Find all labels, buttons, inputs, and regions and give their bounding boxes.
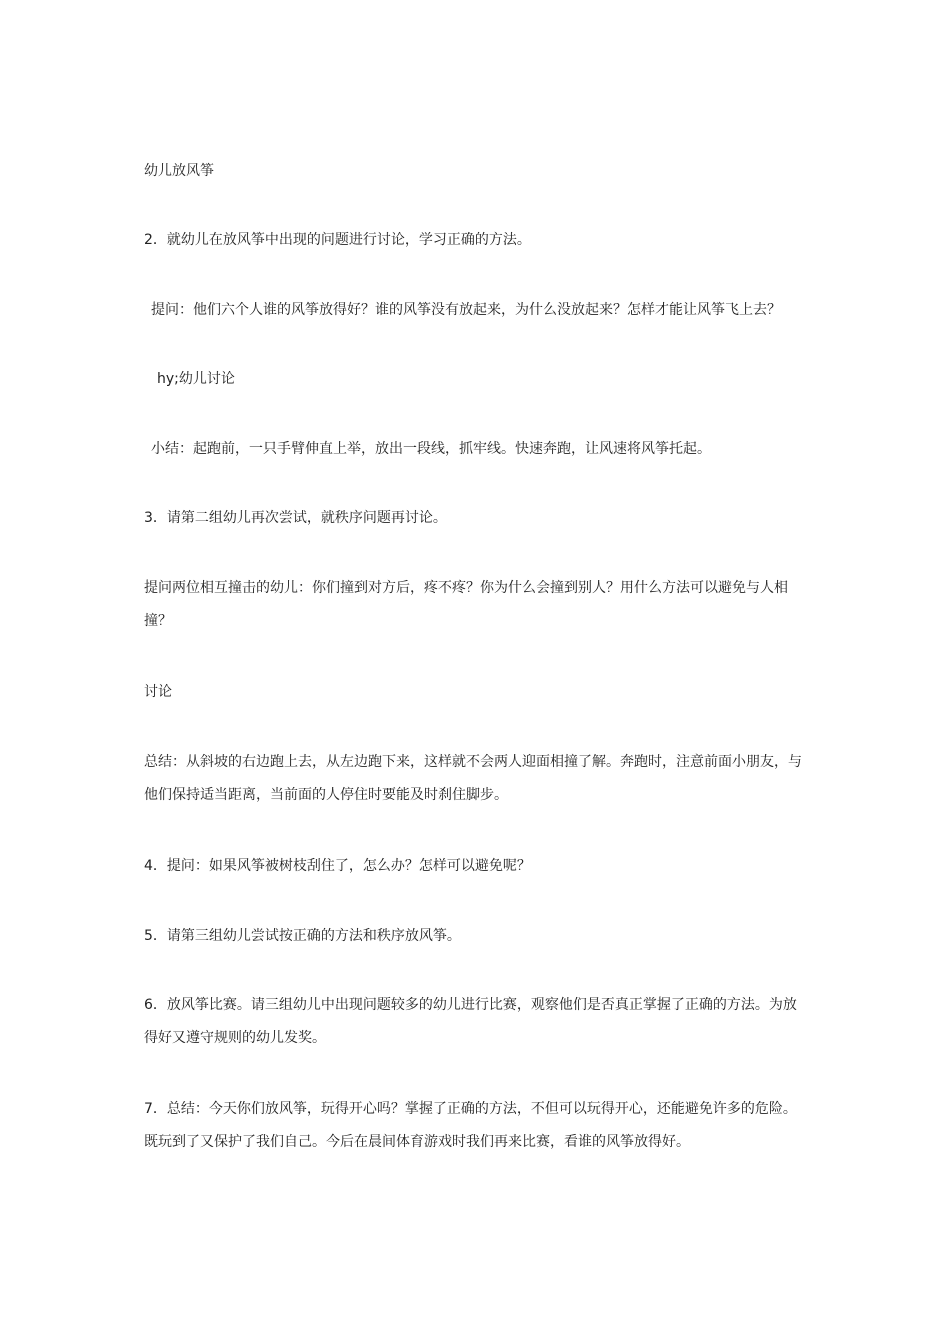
paragraph-discussion-1: hy;幼儿讨论 — [157, 371, 235, 387]
paragraph-discussion-2: 讨论 — [144, 684, 172, 700]
paragraph-step-2: 2．就幼儿在放风筝中出现的问题进行讨论，学习正确的方法。 — [144, 232, 531, 248]
paragraph-step-3: 3．请第二组幼儿再次尝试，就秩序问题再讨论。 — [144, 510, 447, 526]
paragraph-summary-2: 总结：从斜坡的右边跑上去，从左边跑下来，这样就不会两人迎面相撞了解。奔跑时，注意前面小朋友，与他们保持适当距离，当前面的人停住时要能及时刹住脚步。 — [144, 754, 802, 803]
paragraph-question-1: 提问：他们六个人谁的风筝放得好？谁的风筝没有放起来，为什么没放起来？怎样才能让风筝飞上去？ — [151, 302, 781, 318]
paragraph-question-2: 提问两位相互撞击的幼儿：你们撞到对方后，疼不疼？你为什么会撞到别人？用什么方法可以避免与人相撞？ — [144, 580, 788, 629]
doc-title: 幼儿放风筝 — [144, 163, 214, 179]
paragraph-step-4: 4．提问：如果风筝被树枝刮住了，怎么办？怎样可以避免呢？ — [144, 858, 531, 874]
paragraph-step-7: 7．总结：今天你们放风筝，玩得开心吗？掌握了正确的方法，不但可以玩得开心，还能避免许多的危险。既玩到了又保护了我们自己。今后在晨间体育游戏时我们再来比赛，看谁的风筝放得好。 — [144, 1101, 797, 1150]
paragraph-step-6: 6．放风筝比赛。请三组幼儿中出现问题较多的幼儿进行比赛，观察他们是否真正掌握了正确的方法。为放得好又遵守规则的幼儿发奖。 — [144, 997, 797, 1046]
paragraph-step-5: 5．请第三组幼儿尝试按正确的方法和秩序放风筝。 — [144, 928, 461, 944]
paragraph-summary-1: 小结：起跑前，一只手臂伸直上举，放出一段线，抓牢线。快速奔跑，让风速将风筝托起。 — [151, 441, 711, 457]
